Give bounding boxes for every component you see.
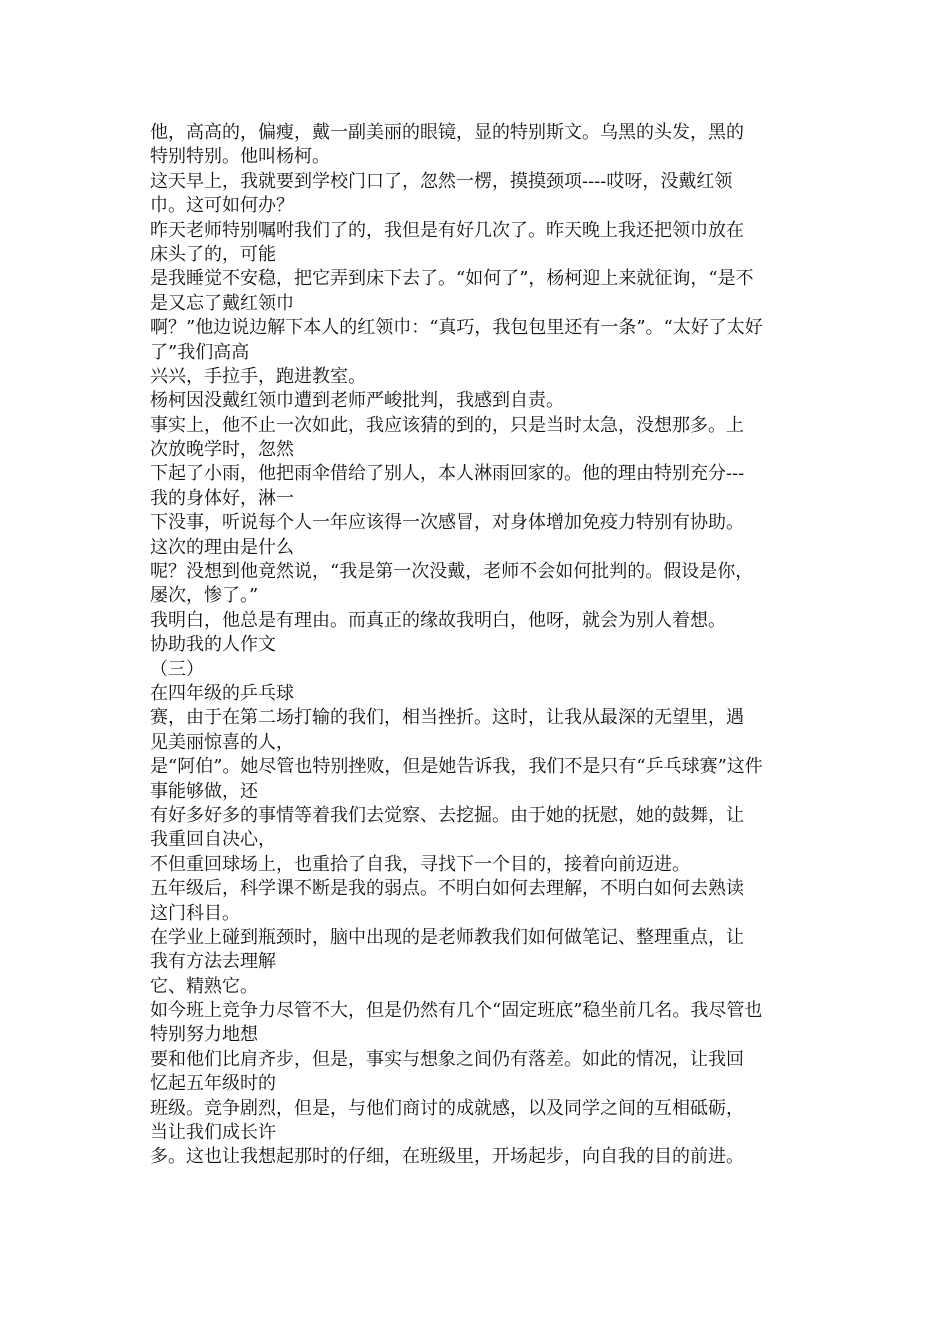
text-line: 是又忘了戴红领巾 — [150, 292, 294, 314]
document-body — [150, 121, 810, 1170]
text-line: 啊？”他边说边解下本人的红领巾：“真巧，我包包里还有一条”。“太好了太好 — [150, 317, 763, 339]
text-line: 多。这也让我想起那时的仔细，在班级里，开场起步，向自我的目的前进。 — [150, 1146, 744, 1168]
text-line: 床头了的，可能 — [150, 243, 276, 265]
text-line: 事能够做，还 — [150, 780, 258, 802]
text-line: 是我睡觉不安稳，把它弄到床下去了。“如何了”，杨柯迎上来就征询，“是不 — [150, 268, 754, 290]
text-line: 要和他们比肩齐步，但是，事实与想象之间仍有落差。如此的情况，让我回 — [150, 1048, 744, 1070]
text-line: 这次的理由是什么 — [150, 536, 294, 558]
text-line: 呢？没想到他竟然说，“我是第一次没戴，老师不会如何批判的。假设是你， — [150, 561, 754, 583]
text-line: 如今班上竞争力尽管不大，但是仍然有几个“固定班底”稳坐前几名。我尽管也 — [150, 1000, 763, 1022]
text-line: 了”我们高高 — [150, 341, 250, 363]
text-line: 兴兴，手拉手，跑进教室。 — [150, 365, 366, 387]
text-line: 巾。这可如何办？ — [150, 195, 294, 217]
section-number: （三） — [150, 658, 204, 680]
text-line: 在四年级的乒乓球 — [150, 682, 294, 704]
text-line: 特别特别。他叫杨柯。 — [150, 146, 330, 168]
text-line: 我有方法去理解 — [150, 951, 276, 973]
text-line: 这门科目。 — [150, 902, 240, 924]
text-line: 特别努力地想 — [150, 1024, 258, 1046]
text-line: 它、精熟它。 — [150, 975, 258, 997]
text-line: 次放晚学时，忽然 — [150, 439, 294, 461]
text-line: 这天早上，我就要到学校门口了，忽然一楞，摸摸颈项----哎呀，没戴红领 — [150, 170, 733, 192]
text-line: 我明白，他总是有理由。而真正的缘故我明白，他呀，就会为别人着想。 — [150, 609, 726, 631]
text-line: 是“阿伯”。她尽管也特别挫败，但是她告诉我，我们不是只有“乒乓球赛”这件 — [150, 756, 763, 778]
text-line: 他，高高的，偏瘦，戴一副美丽的眼镜，显的特别斯文。乌黑的头发，黑的 — [150, 122, 744, 143]
text-line: 昨天老师特别嘱咐我们了的，我但是有好几次了。昨天晚上我还把领巾放在 — [150, 219, 744, 241]
text-line: 有好多好多的事情等着我们去觉察、去挖掘。由于她的抚慰，她的鼓舞，让 — [150, 804, 744, 826]
text-line: 我的身体好，淋一 — [150, 487, 294, 509]
text-line: 杨柯因没戴红领巾遭到老师严峻批判，我感到自责。 — [150, 390, 564, 412]
text-line: 屡次，惨了。” — [150, 585, 259, 607]
text-line: 下起了小雨，他把雨伞借给了别人，本人淋雨回家的。他的理由特别充分--- — [150, 463, 745, 485]
section-heading: 协助我的人作文 — [150, 634, 276, 656]
text-line: 当让我们成长许 — [150, 1122, 276, 1144]
text-line: 赛，由于在第二场打输的我们，相当挫折。这时，让我从最深的无望里，遇 — [150, 707, 744, 729]
text-line: 见美丽惊喜的人， — [150, 731, 294, 753]
text-line: 我重回自决心， — [150, 829, 276, 851]
text-line: 事实上，他不止一次如此，我应该猜的到的，只是当时太急，没想那多。上 — [150, 414, 744, 436]
text-line: 不但重回球场上，也重拾了自我，寻找下一个目的，接着向前迈进。 — [150, 853, 690, 875]
text-line: 五年级后，科学课不断是我的弱点。不明白如何去理解，不明白如何去熟读 — [150, 878, 744, 900]
text-line: 班级。竞争剧烈，但是，与他们商讨的成就感，以及同学之间的互相砥砺， — [150, 1097, 744, 1119]
text-line: 下没事，听说每个人一年应该得一次感冒，对身体增加免疫力特别有协助。 — [150, 512, 744, 534]
text-line: 在学业上碰到瓶颈时，脑中出现的是老师教我们如何做笔记、整理重点，让 — [150, 926, 744, 948]
text-line: 忆起五年级时的 — [150, 1073, 276, 1095]
